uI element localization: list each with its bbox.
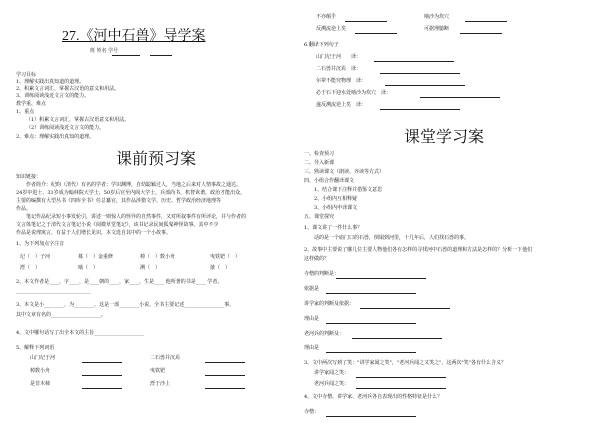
inquiry-question: 2、故事中主要说了哪几位主要人物他们各有怎样的寻找河中石兽的道理和方法是怎样的？分析一下他们 — [304, 247, 533, 253]
flow-item: 一、检查预习 — [304, 151, 335, 157]
vocab-item: 反溯流逆上矣 — [316, 26, 347, 32]
key-point-item: （1）积累文言词汇，掌握古汉语意义和用法。 — [26, 117, 130, 123]
answer-prompt: 老河兵的判断及： — [304, 331, 345, 337]
translate-heading: 6.翻译下列句子 — [304, 42, 339, 48]
vocab-blank[interactable] — [345, 21, 387, 22]
knowledge-line: 作者简介：纪昀（清代）有名的学者；学识渊博，自幼聪颖过人，当地之后来对人情事故之通达。 — [26, 182, 242, 188]
vocab-blank[interactable] — [205, 362, 245, 363]
knowledge-line: 作品是说理寓言，有益于人们增长见识，本文选自其中的一个小故事。 — [16, 230, 172, 236]
vocab-blank[interactable] — [82, 375, 122, 376]
pinyin-item[interactable]: 圮（ ）子河 — [20, 254, 51, 260]
flow-item: 四、小组合作翻译课文 — [304, 178, 355, 184]
vocab-blank[interactable] — [205, 388, 245, 389]
answer-prompt: 依据是 — [304, 286, 320, 292]
pinyin-item[interactable]: 啮（ ） — [78, 265, 99, 271]
flow-item: 二、导入新课 — [304, 160, 335, 166]
translate-blank[interactable] — [385, 85, 465, 86]
translate-item: 必于石下迎水处啮沙为坎穴 译： — [316, 90, 392, 96]
vocab-blank[interactable] — [465, 21, 507, 22]
student-meta: 班 姓名 学号 — [90, 48, 119, 54]
pinyin-item[interactable]: 溯（ ） — [140, 265, 161, 271]
pinyin-item[interactable]: 棹（ ）数小舟 — [140, 254, 176, 260]
vocab-blank[interactable] — [460, 33, 502, 34]
key-point-item: （2）训练阅读浅近文言文的能力。 — [26, 125, 105, 131]
answer-blank[interactable] — [326, 416, 416, 417]
knowledge-line: 主要的编撰有大型丛书《四库全书》任总纂官，其作品涉猎文学、历史、哲学政治经济地理等 — [16, 198, 222, 204]
inquiry-answer: 话的是一个庙门口的石兽，倒塌到河里，十几年后，人们找石兽的事。 — [304, 235, 470, 241]
translate-blank[interactable] — [380, 73, 460, 74]
flow-item: 3、小组内申译课文 — [304, 205, 358, 211]
answer-prompt: 讲学家闻之笑： — [304, 370, 350, 376]
section-heading-preview: 课前预习案 — [116, 151, 197, 168]
vocab-item: 棹数小舟 — [30, 368, 51, 374]
vocab-item: 不亦颠乎 — [316, 14, 337, 20]
translate-item: 山门圮于河 译： — [316, 54, 362, 60]
inquiry-question: 3、文中两次写到了笑："讲学家闻之笑"，"老河兵闻之又笑之"，这两次"笑"各有什么含义？ — [304, 360, 506, 366]
answer-prompt: 理由是 — [304, 345, 320, 351]
answer-blank[interactable] — [352, 338, 442, 339]
section-heading-class: 课堂学习案 — [404, 129, 485, 146]
vocab-blank[interactable] — [82, 362, 122, 363]
pinyin-item[interactable]: 湮（ ） — [20, 265, 41, 271]
flow-item: 1、结合课下注释并借鉴文意思 — [304, 187, 383, 193]
translate-item: 遂反溯流逆上矣 译： — [316, 102, 367, 108]
difficulty-label: 2、难点：理解实践出真知的道理。 — [16, 134, 95, 140]
vocab-item: 山门圮于河 — [30, 355, 56, 361]
vocab-blank[interactable] — [355, 33, 397, 34]
answer-blank[interactable] — [326, 323, 416, 324]
vocab-blank[interactable] — [82, 388, 122, 389]
knowledge-line: 24岁中进士，31岁成为翰林院大学士，50岁后官至内阁大学士，兵部尚书，机智诙谐，政治才能出众， — [16, 190, 246, 196]
inquiry-question: 这样做的？ — [304, 256, 330, 262]
vocab-item: 是非木柿 — [30, 381, 51, 387]
answer-blank[interactable] — [326, 293, 416, 294]
answer-blank[interactable] — [356, 388, 446, 389]
pinyin-item[interactable]: 曳铁钯（ ） — [210, 254, 241, 260]
flow-item: 三、熟读课文（朗读、齐读等方式） — [304, 169, 385, 175]
goal-item: 1、理解实践出真知道的道理。 — [16, 79, 85, 85]
question-5: 5、解释下列词语 — [16, 345, 55, 351]
answer-blank[interactable] — [326, 352, 416, 353]
vocab-item: 二石兽并沉焉 — [150, 355, 181, 361]
key-heading: 教学重、难点 — [16, 101, 47, 107]
pinyin-item[interactable]: 募（ ）金重修 — [78, 254, 114, 260]
flow-item: 2、小组内互相释疑 — [304, 196, 358, 202]
translate-blank[interactable] — [420, 97, 500, 98]
answer-prompt: 讲学家的判断及依据： — [304, 301, 355, 307]
knowledge-line: 笔记作品纪录短小事发轮引，讲述一则惊人的怪异的自然事件，又对所叙事件有所评论，并与作者的 — [26, 214, 247, 220]
vocab-item: 湮于沙上 — [150, 381, 171, 387]
class-blank[interactable] — [112, 55, 140, 56]
key-point-label: 1、重点 — [16, 109, 35, 115]
question-4[interactable]: 4、文中哪句话写了出全本文的主旨____________________ — [16, 330, 145, 336]
question-2-blank[interactable]: ______________________________ — [16, 288, 91, 294]
goals-heading: 学习目标 — [16, 72, 37, 78]
answer-blank[interactable] — [356, 377, 446, 378]
answer-blank[interactable] — [360, 308, 450, 309]
inquiry-question: 1、课文讲了一件什么事？ — [304, 225, 363, 231]
vocab-blank[interactable] — [205, 375, 245, 376]
answer-prompt: 老河兵闻之笑： — [304, 381, 350, 387]
translate-blank[interactable] — [374, 61, 454, 62]
knowledge-line: 文言体笔记之于清代文言笔记小说《阅微草堂笔记》，该书记录民间狐鬼神怪故事。其中不少 — [16, 222, 219, 228]
page-title: 27.《河中石兽》导学案 — [62, 29, 206, 44]
goal-item: 3、训练阅读浅近文言文的能力。 — [16, 93, 90, 99]
question-2[interactable]: 2、本文作者是____，字____，是____朝的____，家____，生是____ 他所著的书是____ 学者。 — [16, 279, 223, 285]
vocab-item: 可据理臆断 — [424, 26, 450, 32]
goal-item: 2、积累文言词汇，掌握古汉语的意义和用法。 — [16, 86, 120, 92]
flow-item: 五、课堂探究 — [304, 214, 335, 220]
question-3-blank[interactable]: 其中文章有名的____________________。 — [16, 312, 107, 318]
question-1: 1、为下列加点字注音 — [16, 241, 65, 247]
knowledge-line: 作品。 — [16, 206, 32, 212]
answer-prompt: 寺僧的判断是： — [304, 271, 340, 277]
answer-prompt: 理由是 — [304, 316, 320, 322]
vocab-item: 曳铁钯 — [150, 368, 166, 374]
question-3[interactable]: 3、本文是小________，为________，这是一部________小说，全书主要记述________________事。 — [16, 302, 235, 308]
vocab-item: 啮沙为坎穴 — [424, 14, 450, 20]
inquiry-question: 4、文中寺僧、讲学家、老河兵各自表现出的性格特征是什么？ — [304, 394, 443, 400]
pinyin-item[interactable]: 欹（ ） — [210, 265, 231, 271]
knowledge-label: 知识链接： — [16, 174, 42, 180]
translate-item: 二石兽并沉焉 译： — [316, 66, 362, 72]
translate-blank[interactable] — [380, 109, 460, 110]
answer-blank[interactable] — [336, 278, 426, 279]
answer-prompt: 寺僧： — [304, 409, 320, 415]
translate-item: 尔辈不能究物理 译： — [316, 78, 367, 84]
name-blank[interactable] — [150, 55, 172, 56]
